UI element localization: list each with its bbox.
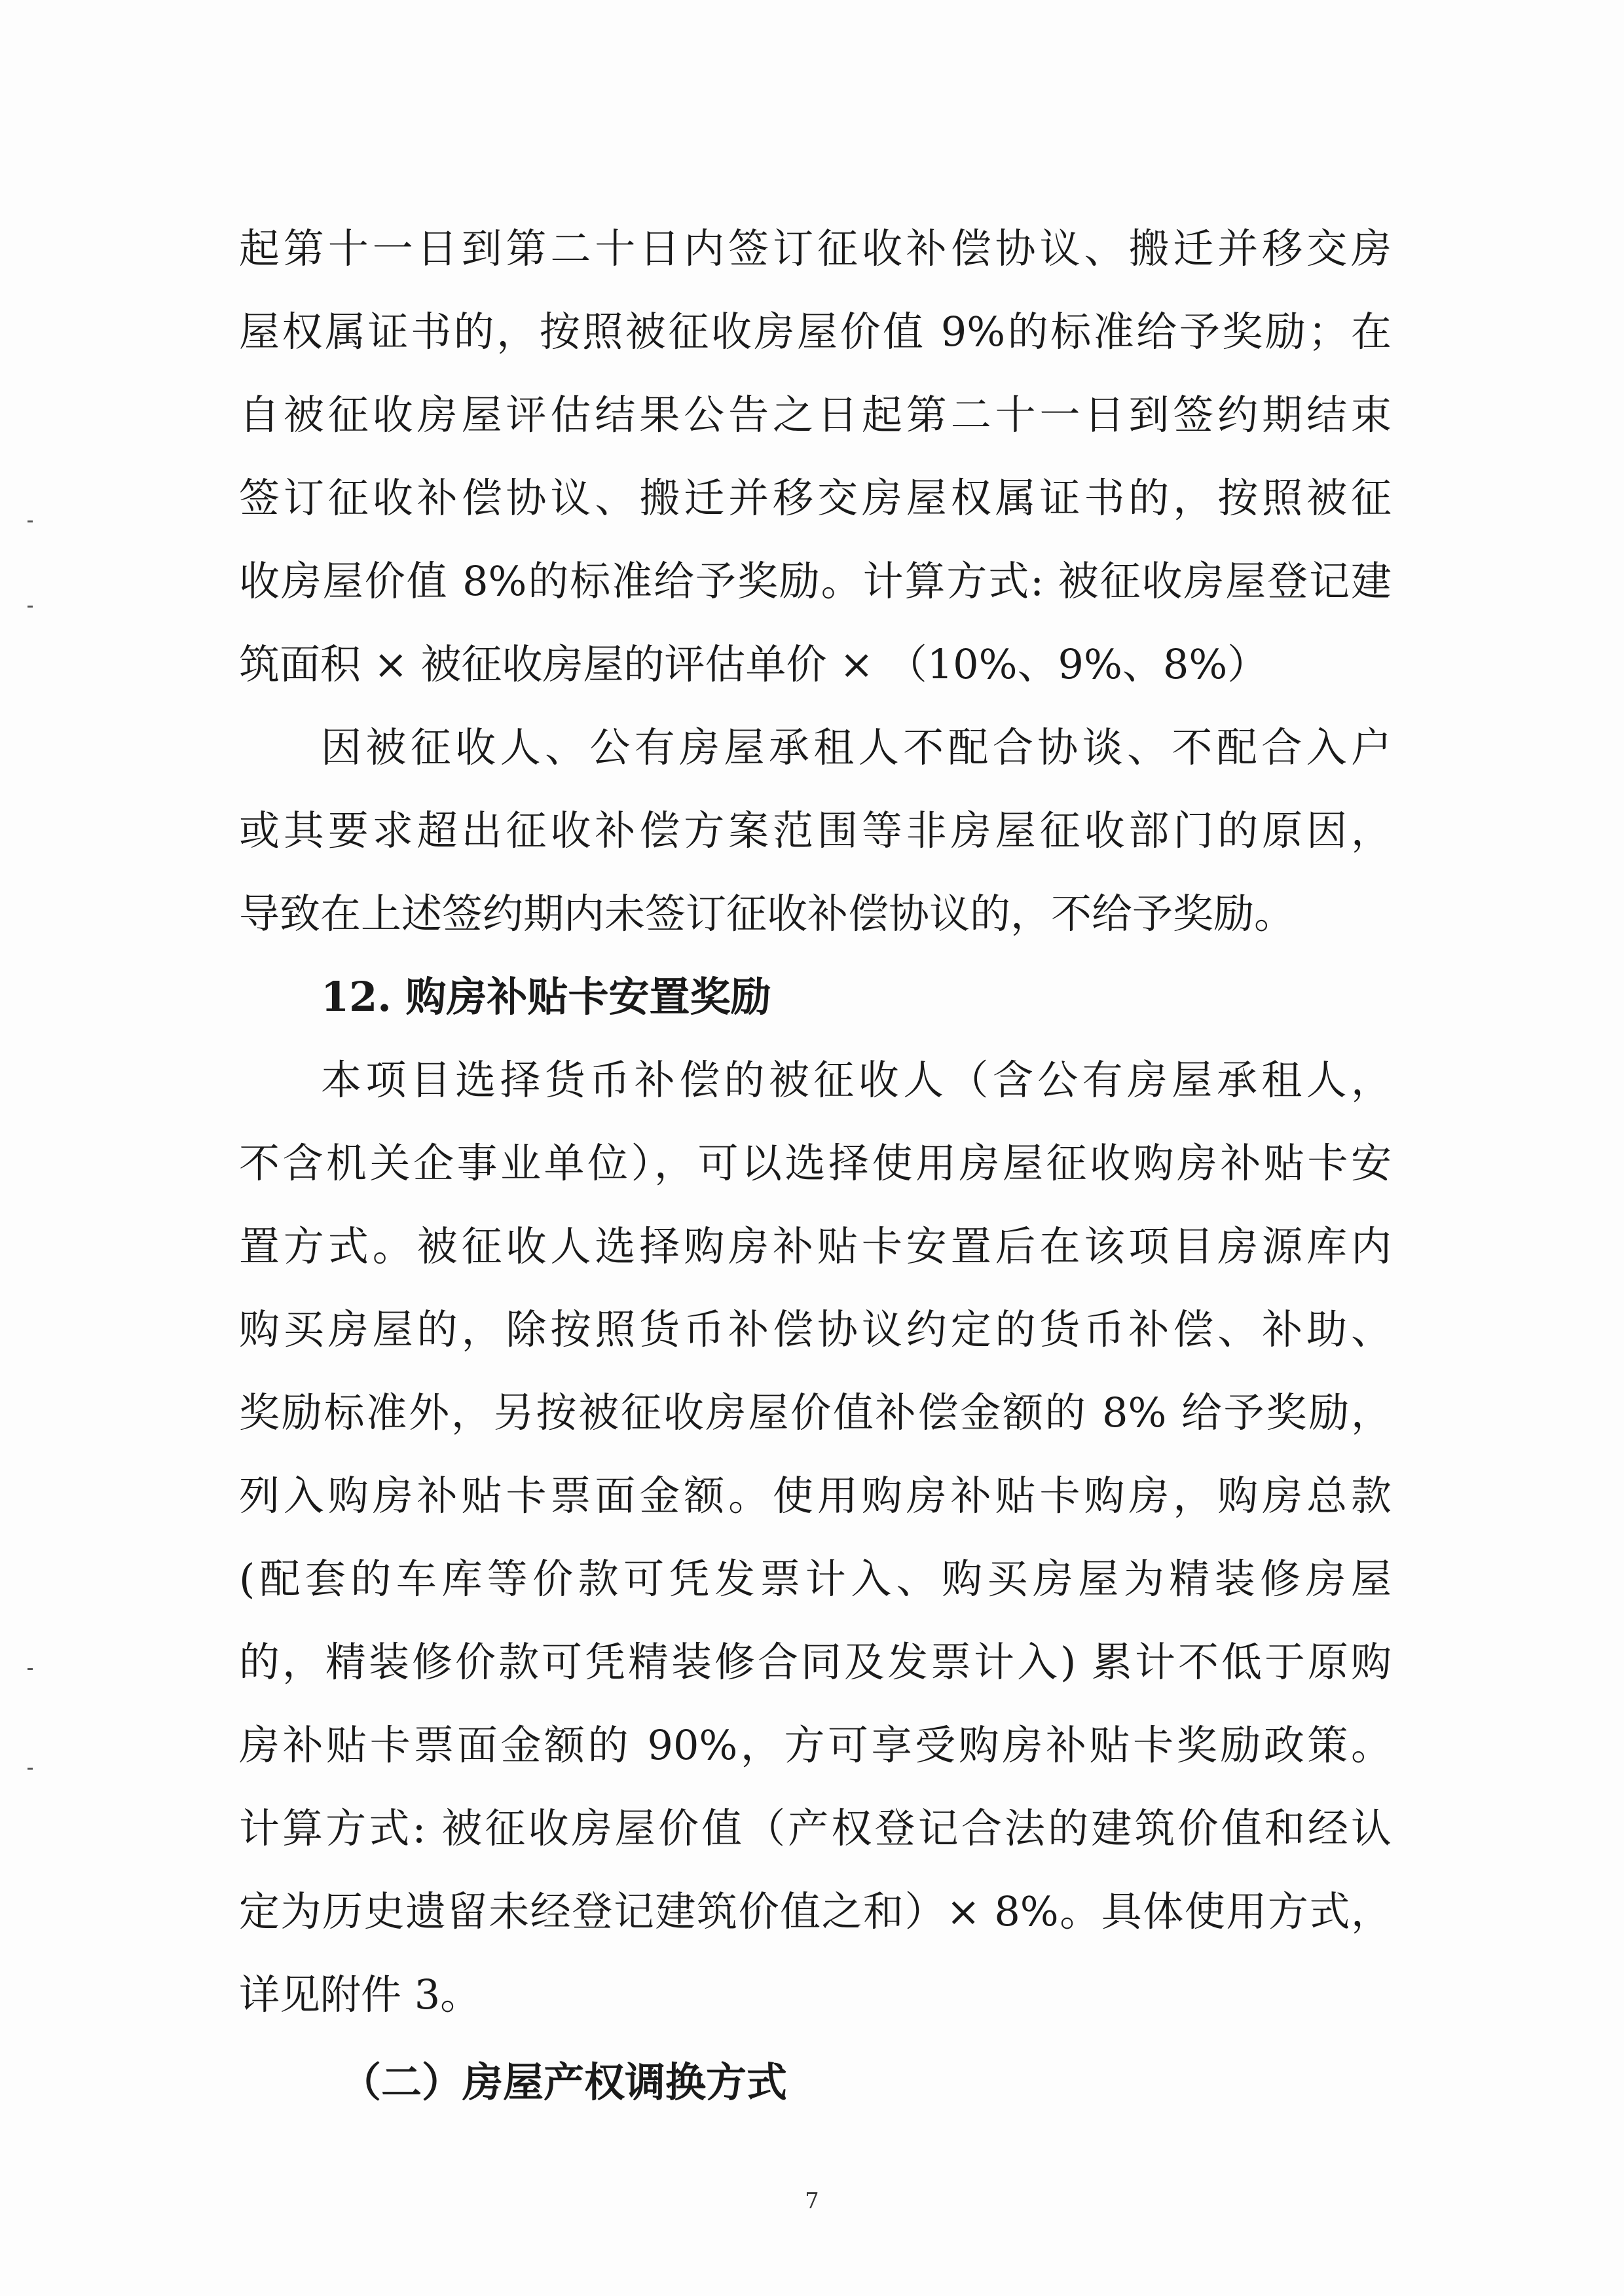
body-text-line: 的，精装修价款可凭精装修合同及发票计入) 累计不低于原购	[239, 1638, 1392, 1686]
body-text-line: 房补贴卡票面金额的 90%，方可享受购房补贴卡奖励政策。	[239, 1721, 1392, 1769]
subsection-heading: 12. 购房补贴卡安置奖励	[321, 973, 771, 1021]
body-text-line: 计算方式: 被征收房屋价值（产权登记合法的建筑价值和经认	[239, 1804, 1392, 1852]
body-text-line: 起第十一日到第二十日内签订征收补偿协议、搬迁并移交房	[239, 225, 1392, 272]
body-text-line: 导致在上述签约期内未签订征收补偿协议的，不给予奖励。	[239, 890, 1295, 938]
body-text-line: 不含机关企事业单位），可以选择使用房屋征收购房补贴卡安	[239, 1139, 1392, 1187]
body-text-line: 自被征收房屋评估结果公告之日起第二十一日到签约期结束	[239, 391, 1392, 439]
body-text-line: 置方式。被征收人选择购房补贴卡安置后在该项目房源库内	[239, 1222, 1392, 1270]
scan-margin-mark	[28, 606, 33, 608]
section-heading: （二）房屋产权调换方式	[341, 2058, 788, 2106]
page-number: 7	[805, 2188, 819, 2214]
body-text-line: 收房屋价值 8%的标准给予奖励。计算方式: 被征收房屋登记建	[239, 557, 1392, 605]
paragraph-first-line: 因被征收人、公有房屋承租人不配合协谈、不配合入户	[321, 723, 1392, 771]
body-text-line: 或其要求超出征收补偿方案范围等非房屋征收部门的原因，	[239, 807, 1392, 854]
body-text-line: 奖励标准外，另按被征收房屋价值补偿金额的 8% 给予奖励，	[239, 1389, 1392, 1436]
scan-margin-mark	[28, 520, 33, 522]
scan-margin-mark	[28, 1668, 33, 1670]
body-text-line: 筑面积 × 被征收房屋的评估单价 × （10%、9%、8%）	[239, 640, 1268, 688]
body-text-line: 定为历史遗留未经登记建筑价值之和）× 8%。具体使用方式，	[239, 1887, 1392, 1935]
paragraph-first-line: 本项目选择货币补偿的被征收人（含公有房屋承租人，	[321, 1056, 1392, 1104]
body-text-line: 列入购房补贴卡票面金额。使用购房补贴卡购房，购房总款	[239, 1472, 1392, 1520]
scan-margin-mark	[28, 1768, 33, 1770]
body-text-line: 详见附件 3。	[239, 1971, 481, 2018]
body-text-line: 屋权属证书的，按照被征收房屋价值 9%的标准给予奖励；在	[239, 308, 1392, 355]
body-text-line: 购买房屋的，除按照货币补偿协议约定的货币补偿、补助、	[239, 1305, 1392, 1353]
body-text-line: 签订征收补偿协议、搬迁并移交房屋权属证书的，按照被征	[239, 474, 1392, 522]
body-text-line: (配套的车库等价款可凭发票计入、购买房屋为精装修房屋	[239, 1555, 1392, 1603]
